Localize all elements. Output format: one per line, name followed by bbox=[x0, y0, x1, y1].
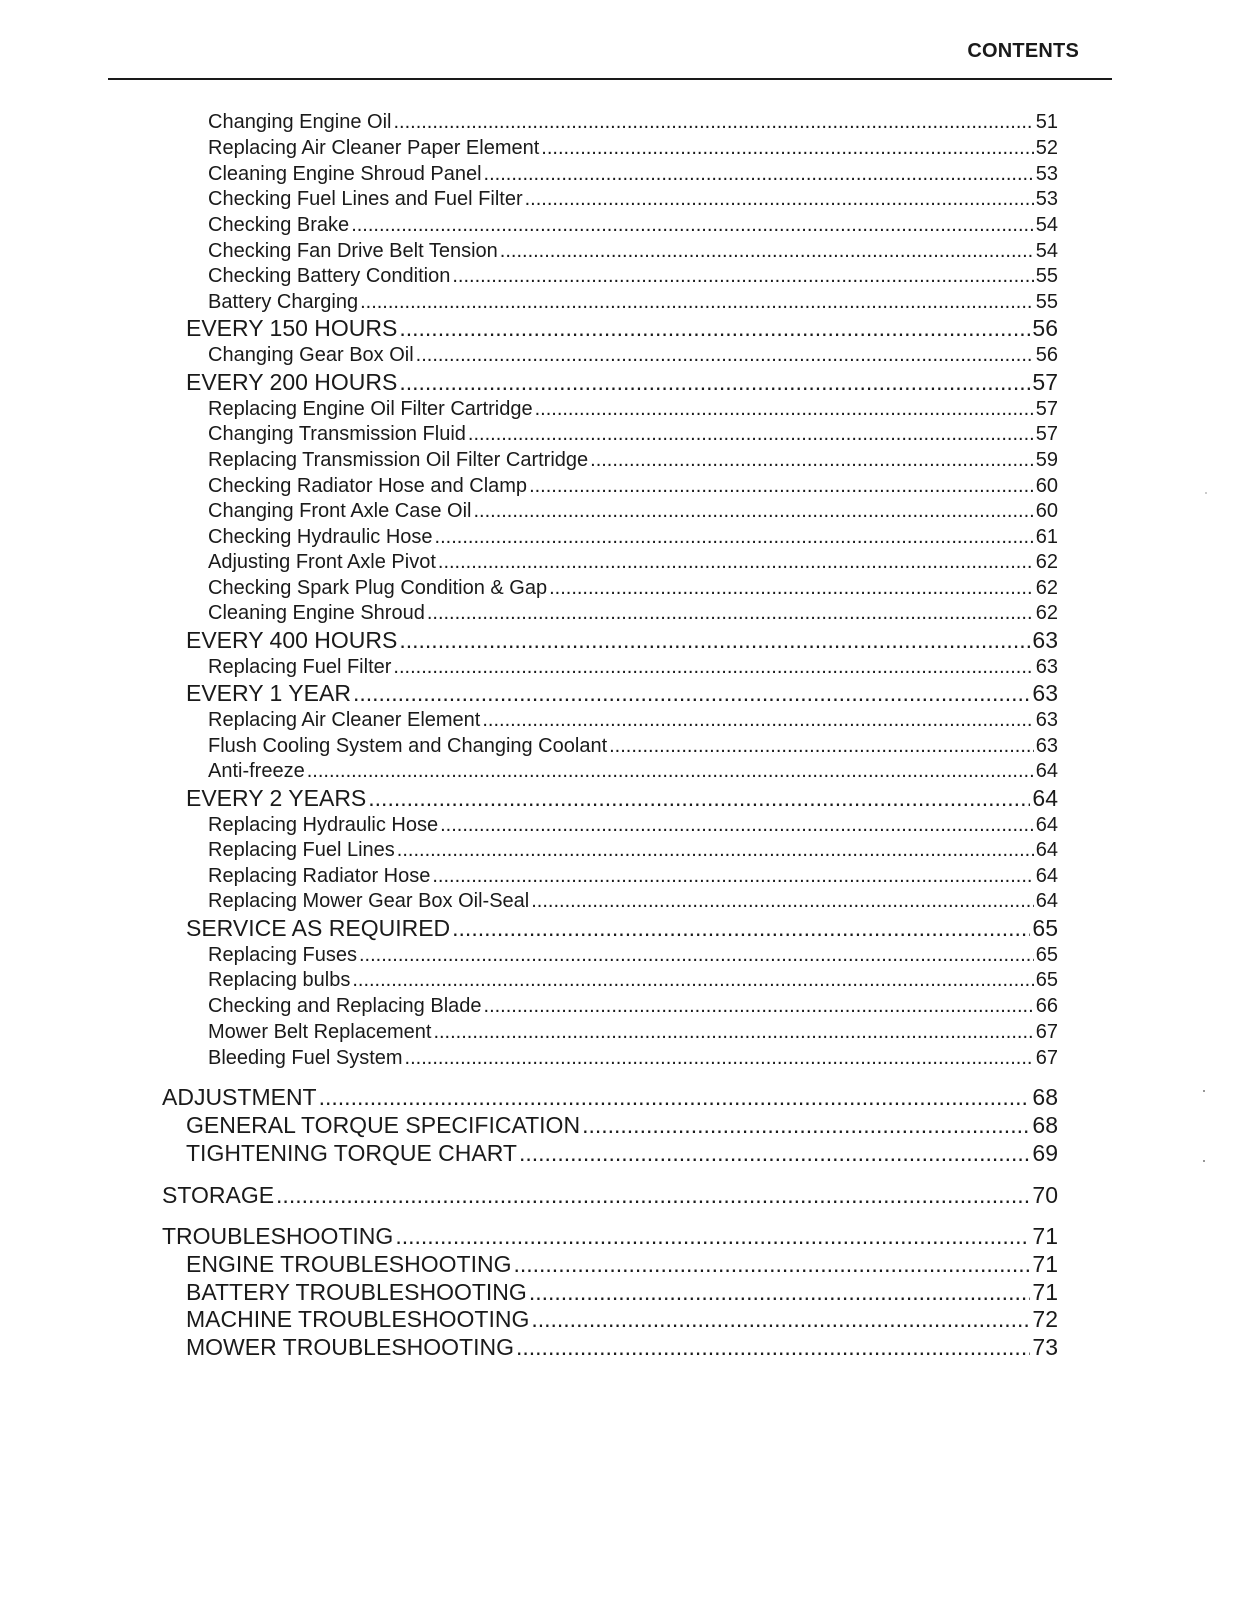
toc-dot-leader bbox=[395, 1225, 1030, 1248]
toc-dot-leader bbox=[482, 710, 1033, 730]
toc-entry bbox=[208, 399, 1058, 419]
toc-entry-page-number: 63 bbox=[1032, 680, 1058, 706]
toc-entry-label: SERVICE AS REQUIRED bbox=[186, 915, 451, 941]
toc-entry-label: GENERAL TORQUE SPECIFICATION bbox=[186, 1112, 581, 1138]
toc-entry-label: Anti-freeze bbox=[208, 760, 305, 782]
toc-entry bbox=[208, 215, 1058, 235]
toc-entry bbox=[208, 970, 1058, 990]
toc-entry-label: Replacing bulbs bbox=[208, 969, 351, 991]
toc-entry-page-number: 71 bbox=[1032, 1223, 1058, 1249]
toc-dot-leader bbox=[399, 317, 1030, 340]
toc-entry-page-number: 64 bbox=[1035, 760, 1058, 782]
page-header-title: CONTENTS bbox=[967, 40, 1079, 62]
toc-entry-page-number: 61 bbox=[1035, 526, 1058, 548]
toc-entry bbox=[208, 450, 1058, 470]
toc-entry bbox=[162, 1086, 1058, 1109]
toc-entry bbox=[186, 1308, 1058, 1331]
toc-dot-leader bbox=[433, 1022, 1033, 1042]
toc-dot-leader bbox=[319, 1086, 1031, 1109]
toc-entry bbox=[208, 424, 1058, 444]
toc-entry bbox=[208, 578, 1058, 598]
toc-entry-page-number: 51 bbox=[1035, 111, 1058, 133]
toc-dot-leader bbox=[307, 761, 1034, 781]
toc-dot-leader bbox=[405, 1048, 1034, 1068]
toc-entry bbox=[186, 1281, 1058, 1304]
toc-entry-page-number: 52 bbox=[1035, 137, 1058, 159]
toc-dot-leader bbox=[359, 945, 1034, 965]
toc-entry-label: Checking Brake bbox=[208, 214, 350, 236]
toc-entry-page-number: 62 bbox=[1035, 577, 1058, 599]
toc-dot-leader bbox=[519, 1142, 1030, 1165]
toc-entry bbox=[186, 1142, 1058, 1165]
toc-entry-label: EVERY 200 HOURS bbox=[186, 369, 398, 395]
toc-entry bbox=[208, 164, 1058, 184]
toc-entry-label: Replacing Fuses bbox=[208, 944, 357, 966]
toc-entry-page-number: 65 bbox=[1035, 969, 1058, 991]
toc-entry-page-number: 59 bbox=[1035, 449, 1058, 471]
toc-dot-leader bbox=[276, 1184, 1030, 1207]
toc-entry bbox=[186, 317, 1058, 340]
toc-entry-page-number: 67 bbox=[1035, 1021, 1058, 1043]
toc-dot-leader bbox=[368, 787, 1030, 810]
toc-entry bbox=[208, 476, 1058, 496]
toc-entry bbox=[208, 1048, 1058, 1068]
toc-entry-page-number: 63 bbox=[1032, 627, 1058, 653]
scan-speck bbox=[1205, 492, 1207, 494]
toc-entry-page-number: 63 bbox=[1035, 735, 1058, 757]
toc-dot-leader bbox=[353, 682, 1030, 705]
toc-entry-page-number: 64 bbox=[1035, 839, 1058, 861]
toc-entry-label: Replacing Engine Oil Filter Cartridge bbox=[208, 398, 533, 420]
toc-entry-page-number: 54 bbox=[1035, 240, 1058, 262]
toc-dot-leader bbox=[393, 112, 1033, 132]
toc-entry-label: Mower Belt Replacement bbox=[208, 1021, 432, 1043]
toc-dot-leader bbox=[435, 527, 1034, 547]
toc-dot-leader bbox=[427, 603, 1034, 623]
toc-entry-page-number: 66 bbox=[1035, 995, 1058, 1017]
toc-entry-page-number: 72 bbox=[1032, 1306, 1058, 1332]
toc-entry-label: Flush Cooling System and Changing Coolant bbox=[208, 735, 608, 757]
toc-entry bbox=[186, 1114, 1058, 1137]
toc-entry bbox=[208, 138, 1058, 158]
toc-entry bbox=[208, 815, 1058, 835]
toc-entry-page-number: 63 bbox=[1035, 656, 1058, 678]
toc-entry-page-number: 64 bbox=[1032, 785, 1058, 811]
toc-entry-label: Checking Radiator Hose and Clamp bbox=[208, 475, 528, 497]
toc-entry-page-number: 55 bbox=[1035, 265, 1058, 287]
toc-entry-page-number: 57 bbox=[1032, 369, 1058, 395]
toc-entry-page-number: 62 bbox=[1035, 551, 1058, 573]
toc-entry bbox=[208, 189, 1058, 209]
toc-entry-page-number: 54 bbox=[1035, 214, 1058, 236]
toc-entry-label: Changing Transmission Fluid bbox=[208, 423, 466, 445]
toc-dot-leader bbox=[535, 399, 1034, 419]
toc-entry bbox=[208, 112, 1058, 132]
toc-entry-label: Checking Fuel Lines and Fuel Filter bbox=[208, 188, 523, 210]
toc-dot-leader bbox=[352, 970, 1033, 990]
toc-dot-leader bbox=[393, 657, 1033, 677]
toc-dot-leader bbox=[531, 891, 1034, 911]
toc-entry-label: Changing Engine Oil bbox=[208, 111, 392, 133]
toc-entry bbox=[208, 657, 1058, 677]
toc-entry-label: Checking Battery Condition bbox=[208, 265, 451, 287]
toc-entry bbox=[186, 1336, 1058, 1359]
toc-entry-label: TIGHTENING TORQUE CHART bbox=[186, 1140, 517, 1166]
toc-entry bbox=[208, 266, 1058, 286]
toc-entry-page-number: 71 bbox=[1032, 1279, 1058, 1305]
toc-entry bbox=[208, 891, 1058, 911]
toc-entry-page-number: 57 bbox=[1035, 398, 1058, 420]
toc-dot-leader bbox=[609, 736, 1034, 756]
toc-entry bbox=[208, 552, 1058, 572]
toc-dot-leader bbox=[590, 450, 1034, 470]
toc-entry-label: EVERY 2 YEARS bbox=[186, 785, 367, 811]
toc-entry-page-number: 71 bbox=[1032, 1251, 1058, 1277]
toc-entry-label: MOWER TROUBLESHOOTING bbox=[186, 1334, 514, 1360]
toc-entry bbox=[208, 736, 1058, 756]
toc-entry bbox=[208, 1022, 1058, 1042]
toc-entry-page-number: 62 bbox=[1035, 602, 1058, 624]
toc-entry-label: BATTERY TROUBLESHOOTING bbox=[186, 1279, 527, 1305]
toc-dot-leader bbox=[416, 345, 1034, 365]
toc-dot-leader bbox=[473, 501, 1033, 521]
toc-entry-label: Changing Gear Box Oil bbox=[208, 344, 414, 366]
toc-entry bbox=[186, 371, 1058, 394]
toc-entry-page-number: 63 bbox=[1035, 709, 1058, 731]
toc-entry-label: EVERY 1 YEAR bbox=[186, 680, 351, 706]
toc-entry-label: Changing Front Axle Case Oil bbox=[208, 500, 472, 522]
toc-dot-leader bbox=[529, 476, 1034, 496]
toc-entry bbox=[186, 917, 1058, 940]
toc-entry-page-number: 64 bbox=[1035, 890, 1058, 912]
toc-entry bbox=[208, 710, 1058, 730]
toc-entry-label: TROUBLESHOOTING bbox=[162, 1223, 394, 1249]
toc-entry-page-number: 65 bbox=[1035, 944, 1058, 966]
toc-entry bbox=[208, 996, 1058, 1016]
toc-entry-page-number: 65 bbox=[1032, 915, 1058, 941]
toc-entry-page-number: 56 bbox=[1032, 315, 1058, 341]
toc-dot-leader bbox=[452, 917, 1030, 940]
toc-dot-leader bbox=[500, 241, 1034, 261]
toc-entry-page-number: 60 bbox=[1035, 500, 1058, 522]
toc-dot-leader bbox=[531, 1308, 1030, 1331]
toc-entry-label: Replacing Transmission Oil Filter Cartridge bbox=[208, 449, 589, 471]
toc-entry-page-number: 73 bbox=[1032, 1334, 1058, 1360]
toc-entry bbox=[208, 501, 1058, 521]
toc-entry-page-number: 53 bbox=[1035, 188, 1058, 210]
toc-dot-leader bbox=[440, 815, 1034, 835]
toc-dot-leader bbox=[516, 1336, 1030, 1359]
toc-entry bbox=[186, 682, 1058, 705]
toc-dot-leader bbox=[399, 629, 1030, 652]
toc-dot-leader bbox=[399, 371, 1030, 394]
toc-dot-leader bbox=[351, 215, 1034, 235]
toc-entry bbox=[208, 603, 1058, 623]
toc-dot-leader bbox=[484, 164, 1034, 184]
toc-entry bbox=[208, 345, 1058, 365]
toc-entry bbox=[208, 866, 1058, 886]
toc-entry-page-number: 70 bbox=[1032, 1182, 1058, 1208]
toc-entry-label: EVERY 400 HOURS bbox=[186, 627, 398, 653]
toc-entry-label: Adjusting Front Axle Pivot bbox=[208, 551, 436, 573]
toc-entry-page-number: 68 bbox=[1032, 1084, 1058, 1110]
toc-dot-leader bbox=[582, 1114, 1030, 1137]
toc-dot-leader bbox=[513, 1253, 1030, 1276]
toc-entry-label: EVERY 150 HOURS bbox=[186, 315, 398, 341]
toc-entry bbox=[186, 1253, 1058, 1276]
toc-entry-label: Replacing Fuel Lines bbox=[208, 839, 395, 861]
toc-entry-page-number: 69 bbox=[1032, 1140, 1058, 1166]
toc-entry-page-number: 68 bbox=[1032, 1112, 1058, 1138]
toc-dot-leader bbox=[549, 578, 1034, 598]
toc-entry-page-number: 60 bbox=[1035, 475, 1058, 497]
toc-entry bbox=[162, 1184, 1058, 1207]
toc-entry-label: Checking and Replacing Blade bbox=[208, 995, 482, 1017]
toc-dot-leader bbox=[484, 996, 1034, 1016]
toc-dot-leader bbox=[468, 424, 1034, 444]
toc-entry-page-number: 67 bbox=[1035, 1047, 1058, 1069]
toc-entry-label: Bleeding Fuel System bbox=[208, 1047, 403, 1069]
toc-entry bbox=[208, 945, 1058, 965]
toc-dot-leader bbox=[541, 138, 1033, 158]
toc-entry-label: Checking Fan Drive Belt Tension bbox=[208, 240, 498, 262]
toc-entry-label: Checking Spark Plug Condition & Gap bbox=[208, 577, 548, 599]
toc-entry bbox=[208, 761, 1058, 781]
toc-entry-page-number: 64 bbox=[1035, 814, 1058, 836]
toc-entry bbox=[186, 787, 1058, 810]
toc-dot-leader bbox=[360, 292, 1034, 312]
toc-entry-label: ADJUSTMENT bbox=[162, 1084, 317, 1110]
toc-entry bbox=[208, 292, 1058, 312]
toc-entry-label: Replacing Fuel Filter bbox=[208, 656, 392, 678]
toc-entry-label: Checking Hydraulic Hose bbox=[208, 526, 433, 548]
toc-entry bbox=[208, 241, 1058, 261]
toc-entry-label: Cleaning Engine Shroud bbox=[208, 602, 425, 624]
toc-entry-label: Replacing Air Cleaner Element bbox=[208, 709, 481, 731]
toc-entry-page-number: 64 bbox=[1035, 865, 1058, 887]
toc-entry-label: Replacing Radiator Hose bbox=[208, 865, 431, 887]
toc-entry-page-number: 55 bbox=[1035, 291, 1058, 313]
toc-dot-leader bbox=[432, 866, 1033, 886]
toc-entry-label: ENGINE TROUBLESHOOTING bbox=[186, 1251, 512, 1277]
toc-dot-leader bbox=[529, 1281, 1031, 1304]
toc-entry-label: Replacing Hydraulic Hose bbox=[208, 814, 439, 836]
toc-entry bbox=[208, 840, 1058, 860]
toc-entry-page-number: 56 bbox=[1035, 344, 1058, 366]
toc-entry-label: Replacing Air Cleaner Paper Element bbox=[208, 137, 540, 159]
toc-dot-leader bbox=[452, 266, 1033, 286]
toc-entry-page-number: 57 bbox=[1035, 423, 1058, 445]
toc-entry-label: Battery Charging bbox=[208, 291, 359, 313]
toc-entry-label: Replacing Mower Gear Box Oil-Seal bbox=[208, 890, 530, 912]
toc-entry-label: MACHINE TROUBLESHOOTING bbox=[186, 1306, 530, 1332]
toc-dot-leader bbox=[438, 552, 1034, 572]
toc-entry-label: Cleaning Engine Shroud Panel bbox=[208, 163, 482, 185]
scan-speck bbox=[1203, 1090, 1205, 1092]
toc-dot-leader bbox=[397, 840, 1034, 860]
toc-entry bbox=[186, 629, 1058, 652]
toc-entry-page-number: 53 bbox=[1035, 163, 1058, 185]
toc-entry bbox=[162, 1225, 1058, 1248]
toc-entry-label: STORAGE bbox=[162, 1182, 275, 1208]
toc-entry bbox=[208, 527, 1058, 547]
toc-dot-leader bbox=[525, 189, 1034, 209]
scan-speck bbox=[1203, 1160, 1205, 1162]
